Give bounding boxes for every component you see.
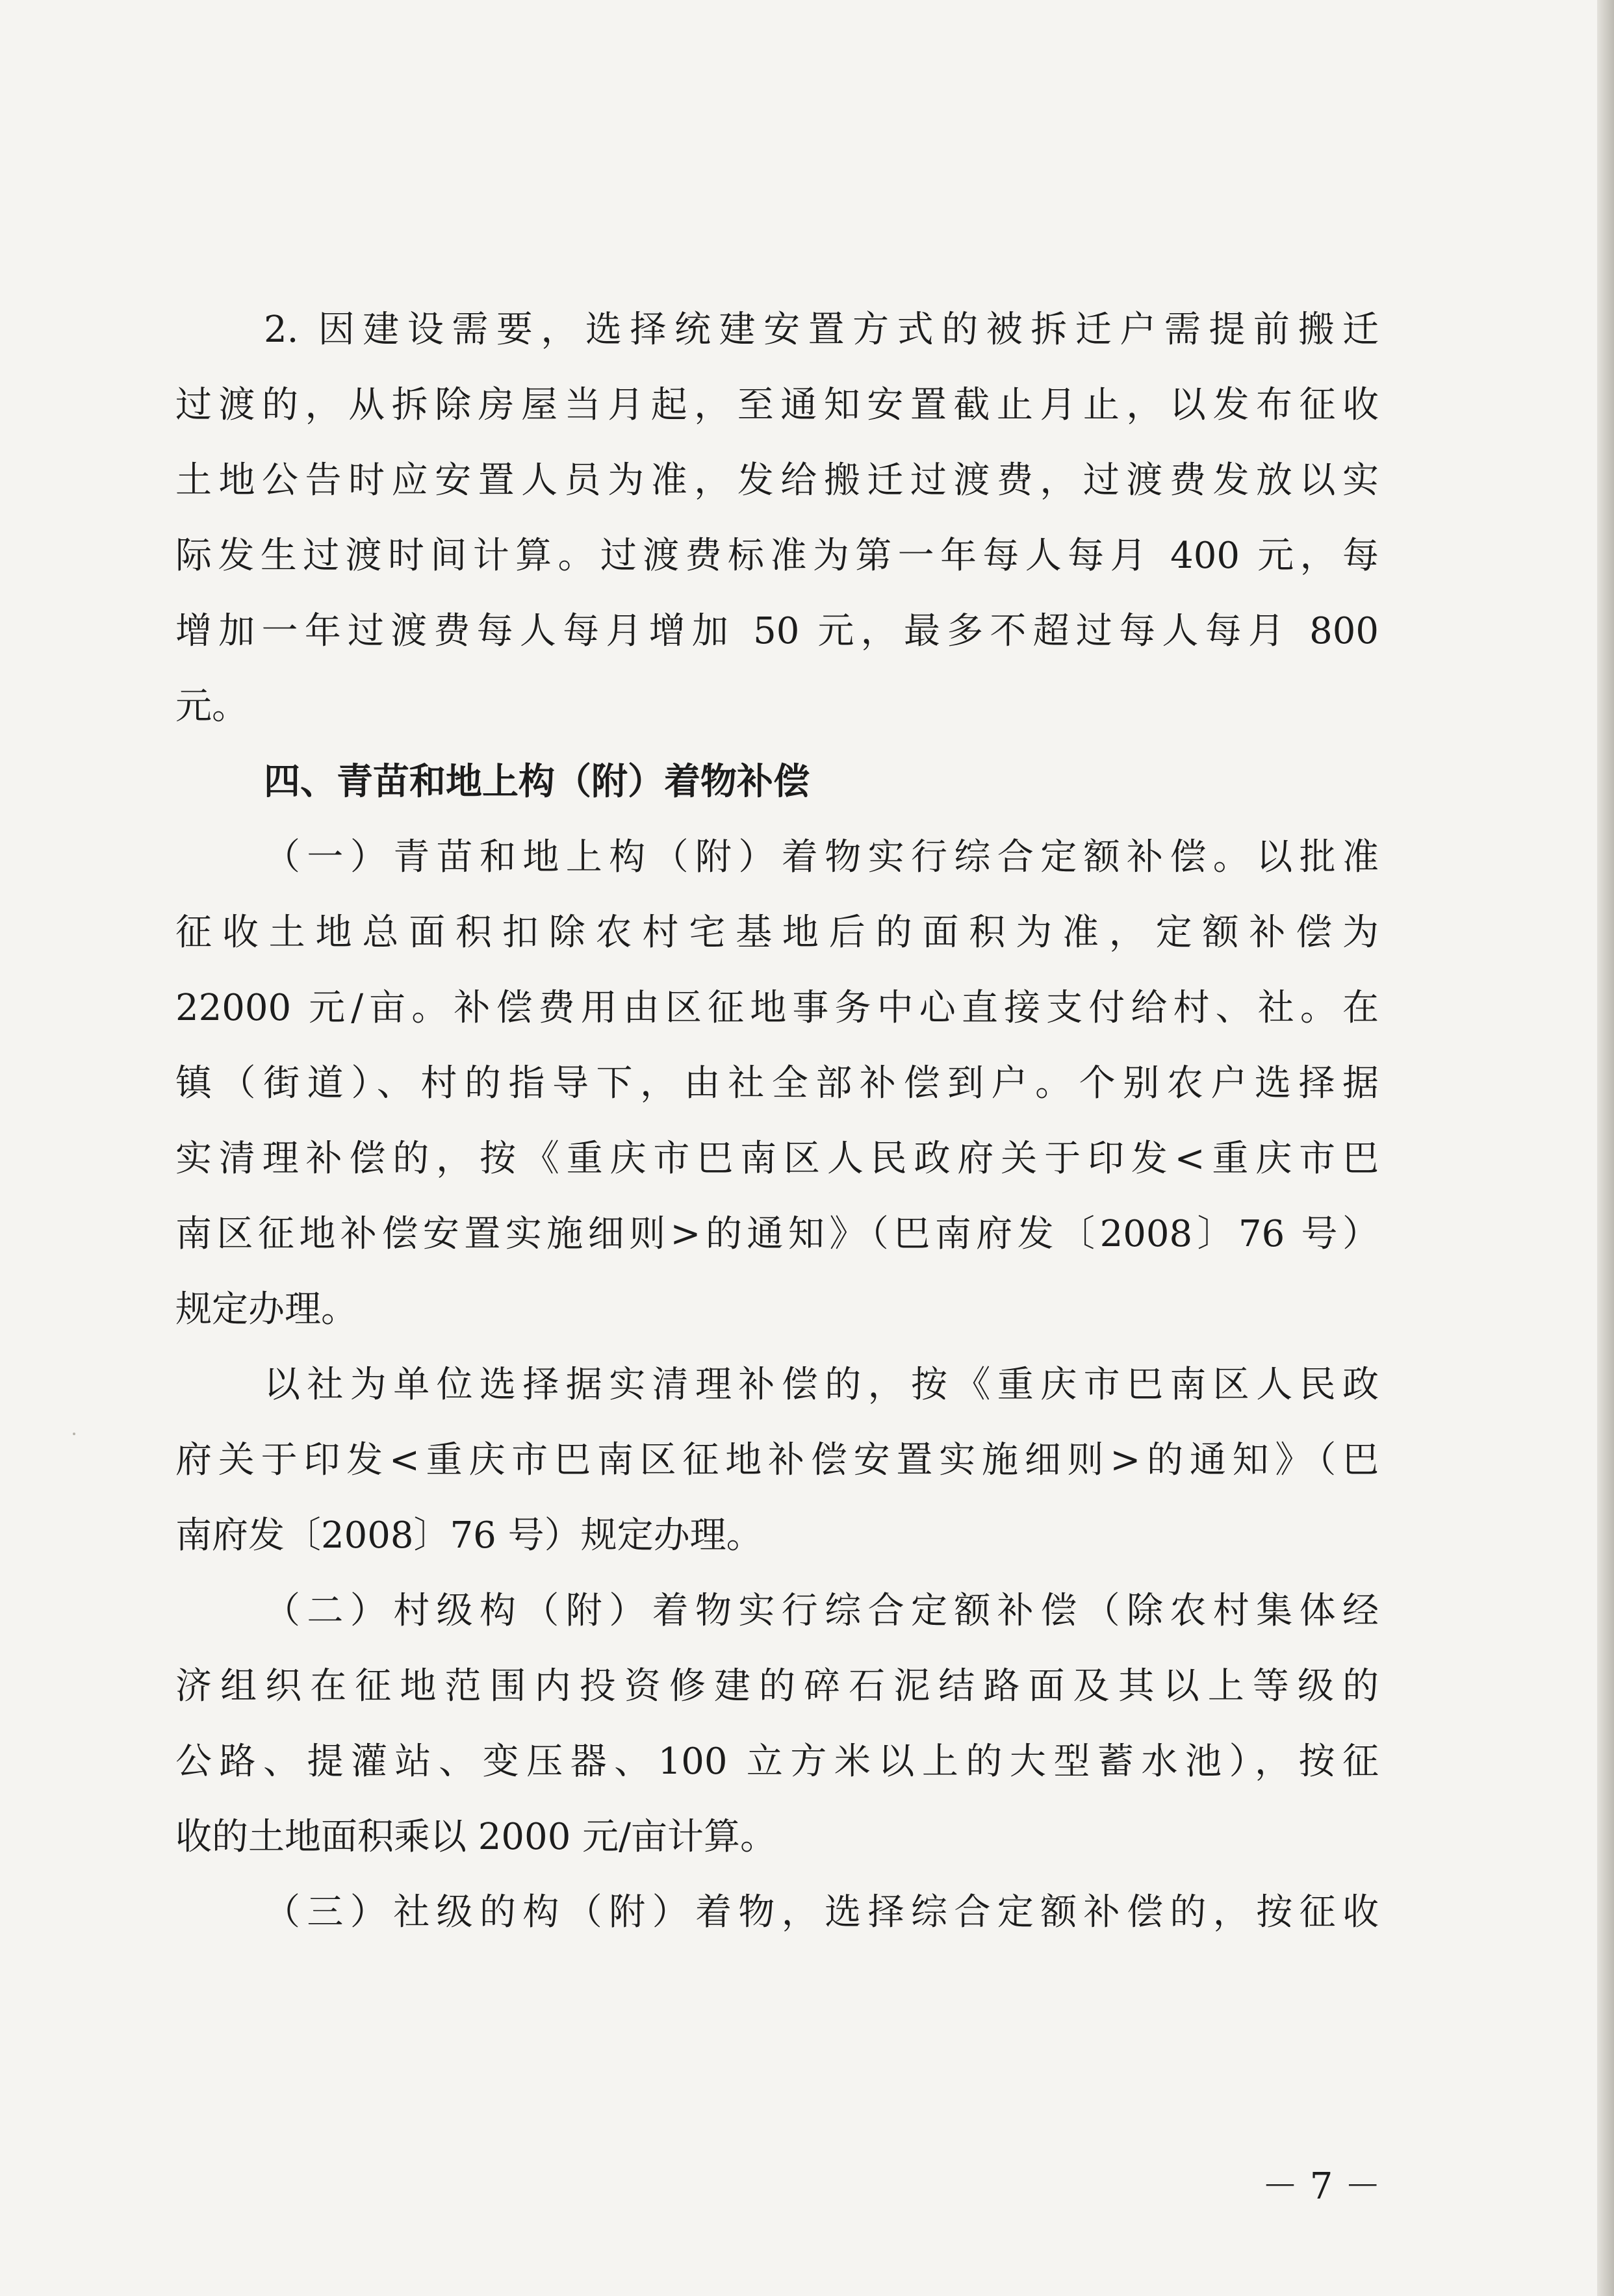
para-4-line-2: 府关于印发<重庆市巴南区征地补偿安置实施细则>的通知》（巴 bbox=[175, 1439, 1379, 1481]
para-4-line-1: 以社为单位选择据实清理补偿的，按《重庆市巴南区人民政 bbox=[264, 1364, 1379, 1406]
page-number: － 7 － bbox=[1262, 2165, 1381, 2208]
para-3-line-5: 实清理补偿的，按《重庆市巴南区人民政府关于印发<重庆市巴 bbox=[175, 1138, 1379, 1180]
para-1-line-2: 过渡的，从拆除房屋当月起，至通知安置截止月止，以发布征收 bbox=[175, 384, 1379, 426]
para-6-line-1: （三）社级的构（附）着物，选择综合定额补偿的，按征收 bbox=[264, 1891, 1379, 1933]
para-5-line-4: 收的土地面积乘以 2000 元/亩计算。 bbox=[175, 1816, 776, 1858]
para-3-line-3: 22000 元/亩。补偿费用由区征地事务中心直接支付给村、社。在 bbox=[175, 987, 1379, 1029]
para-3-line-7: 规定办理。 bbox=[175, 1288, 357, 1331]
para-3-line-6: 南区征地补偿安置实施细则>的通知》（巴南府发〔2008〕76 号） bbox=[175, 1213, 1379, 1255]
section-heading: 四、青苗和地上构（附）着物补偿 bbox=[264, 761, 810, 803]
para-3-line-4: 镇（街道）、村的指导下，由社全部补偿到户。个别农户选择据 bbox=[175, 1062, 1379, 1104]
para-1-line-4: 际发生过渡时间计算。过渡费标准为第一年每人每月 400 元，每 bbox=[175, 535, 1379, 577]
document-body bbox=[175, 292, 1379, 1950]
para-5-line-1: （二）村级构（附）着物实行综合定额补偿（除农村集体经 bbox=[264, 1590, 1379, 1632]
para-3-line-2: 征收土地总面积扣除农村宅基地后的面积为准，定额补偿为 bbox=[175, 912, 1379, 954]
para-5-line-3: 公路、提灌站、变压器、100 立方米以上的大型蓄水池），按征 bbox=[175, 1741, 1379, 1783]
page-edge-shadow bbox=[1597, 0, 1614, 2296]
para-3-line-1: （一）青苗和地上构（附）着物实行综合定额补偿。以批准 bbox=[264, 836, 1379, 878]
para-4-line-3: 南府发〔2008〕76 号）规定办理。 bbox=[175, 1514, 763, 1557]
para-1-line-3: 土地公告时应安置人员为准，发给搬迁过渡费，过渡费发放以实 bbox=[175, 459, 1379, 502]
para-1-line-5: 增加一年过渡费每人每月增加 50 元，最多不超过每人每月 800 bbox=[175, 610, 1379, 652]
scan-speck bbox=[73, 1433, 75, 1435]
para-1-line-1: 2. 因建设需要，选择统建安置方式的被拆迁户需提前搬迁 bbox=[264, 309, 1379, 351]
para-1-line-6: 元。 bbox=[175, 685, 248, 728]
para-5-line-2: 济组织在征地范围内投资修建的碎石泥结路面及其以上等级的 bbox=[175, 1665, 1379, 1707]
